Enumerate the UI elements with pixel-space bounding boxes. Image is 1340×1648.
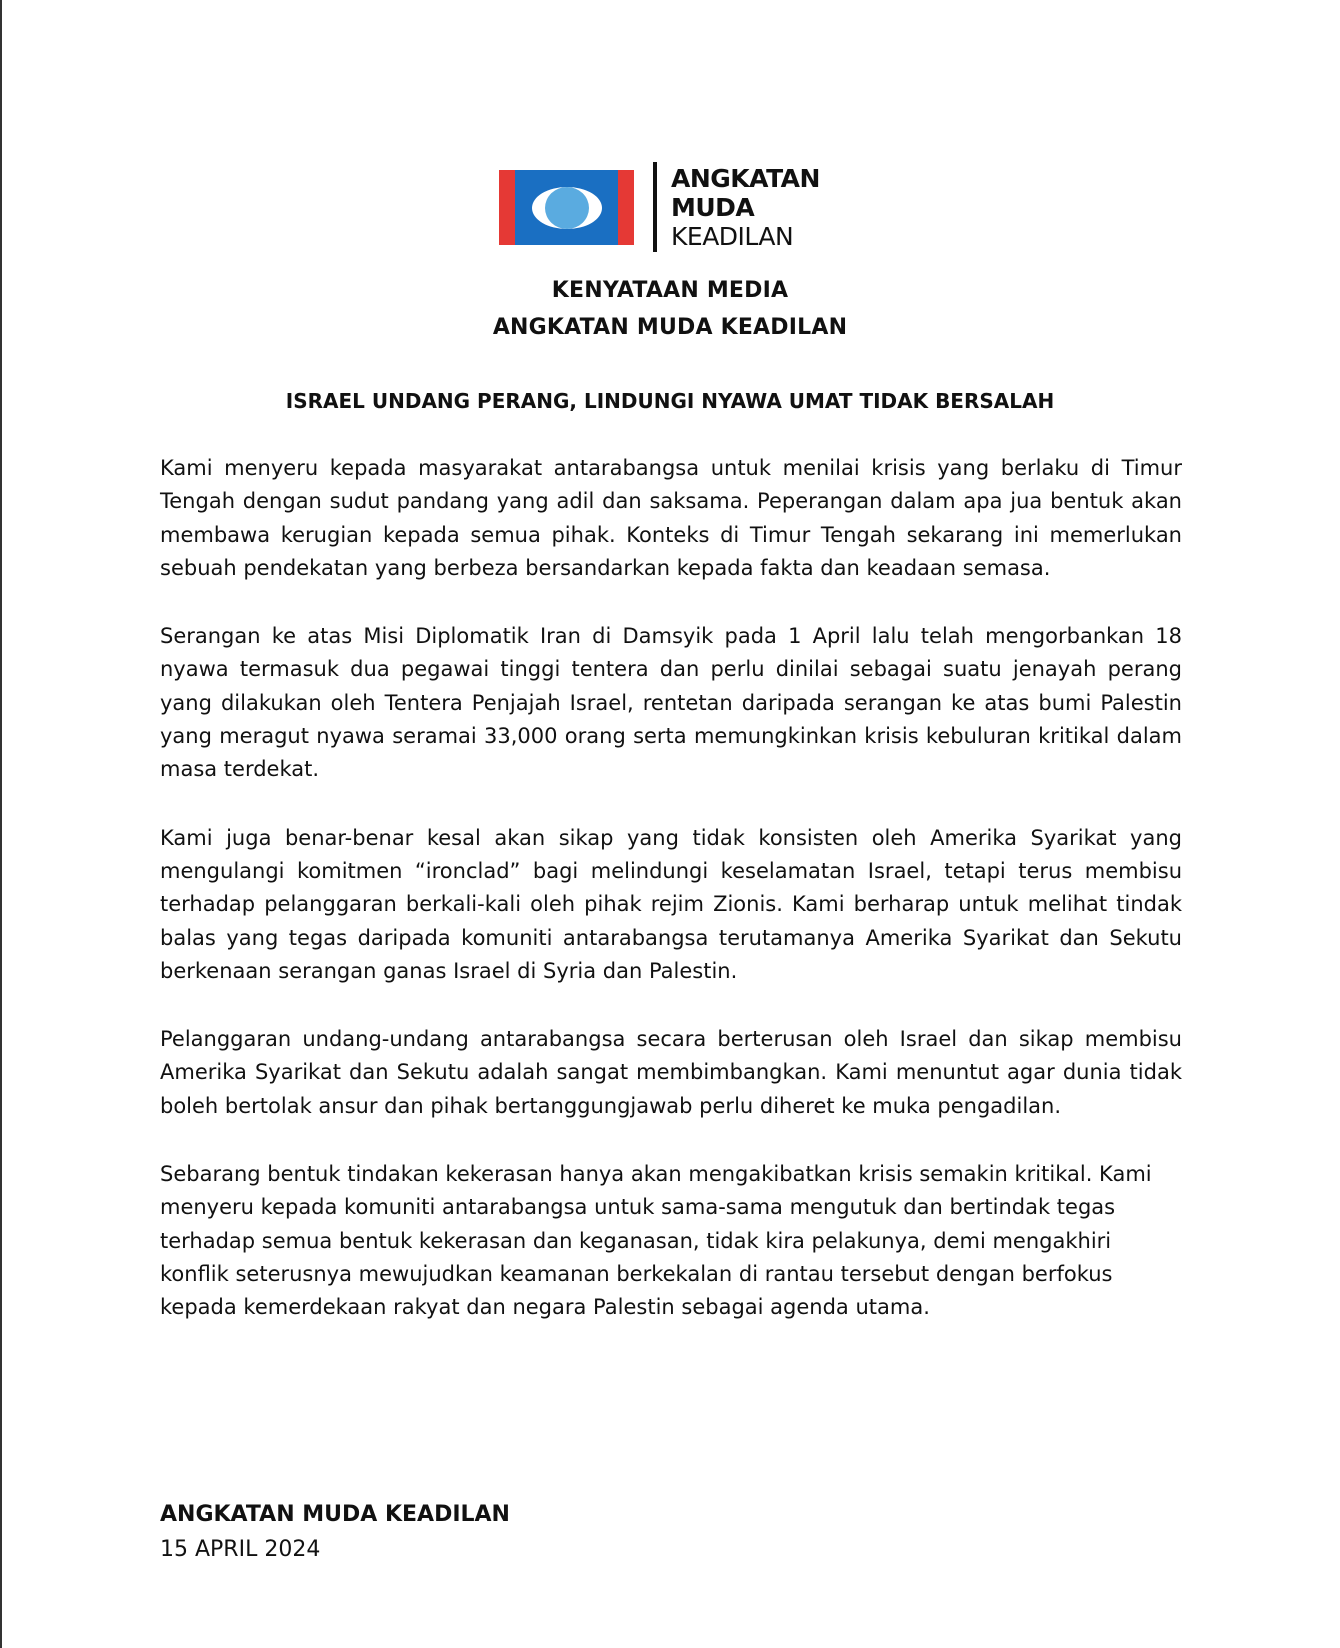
amk-logo xyxy=(499,162,820,254)
paragraph-3: Kami juga benar-benar kesal akan sikap yang tidak konsisten oleh Amerika Syarikat yang mengulangi komitmen “ironclad” bagi melindungi keselamatan Israel, tetapi terus membisu terhadap pelanggaran berkali-kali oleh pihak rejim Zionis. Kami berharap untuk melihat tindak balas yang tegas daripada komuniti antarabangsa terutamanya Amerika Syarikat dan Sekutu berkenaan serangan ganas Israel di Syria dan Palestin. xyxy=(160,825,1182,983)
page-edge-line xyxy=(0,0,2,1648)
logo-divider xyxy=(653,162,657,252)
paragraph-4: Pelanggaran undang-undang antarabangsa secara berterusan oleh Israel dan sikap membisu Amerika Syarikat dan Sekutu adalah sangat membimbangkan. Kami menuntut agar dunia tidak boleh bertolak ansur dan pihak bertanggungjawab perlu diheret ke muka pengadilan. xyxy=(160,1027,1182,1118)
statement-title: ISRAEL UNDANG PERANG, LINDUNGI NYAWA UMAT TIDAK BERSALAH xyxy=(285,389,1055,413)
flag-blue-field xyxy=(515,170,618,245)
header-organization: ANGKATAN MUDA KEADILAN xyxy=(492,315,848,340)
signature-date: 15 APRIL 2024 xyxy=(160,1537,321,1562)
eye-emblem-icon xyxy=(531,186,603,230)
paragraph-5: Sebarang bentuk tindakan kekerasan hanya akan mengakibatkan krisis semakin kritikal. Kami menyeru kepada komuniti antarabangsa untuk sama-sama mengutuk dan bertindak tegas terhadap semua bentuk kekerasan dan keganasan, tidak kira pelakunya, demi mengakhiri konflik seterusnya mewujudkan keamanan berkekalan di rantau tersebut dengan berfokus kepada kemerdekaan rakyat dan negara Palestin sebagai agenda utama. xyxy=(160,1162,1152,1320)
flag-red-stripe-right xyxy=(618,170,634,245)
header-kenyataan-media: KENYATAAN MEDIA xyxy=(551,278,789,303)
statement-body xyxy=(160,452,1182,1360)
flag-red-stripe-left xyxy=(499,170,515,245)
logo-line-keadilan: KEADILAN xyxy=(671,222,794,251)
paragraph-2: Serangan ke atas Misi Diplomatik Iran di Damsyik pada 1 April lalu telah mengorbankan 18 nyawa termasuk dua pegawai tinggi tentera dan perlu dinilai sebagai suatu jenayah perang yang dilakukan oleh Tentera Penjajah Israel, rentetan daripada serangan ke atas bumi Palestin yang meragut nyawa seramai 33,000 orang serta memungkinkan krisis kebuluran kritikal dalam masa terdekat. xyxy=(160,624,1182,782)
logo-line-angkatan: ANGKATAN xyxy=(671,164,820,193)
logo-wordmark xyxy=(671,164,820,251)
logo-line-muda: MUDA xyxy=(671,193,755,222)
paragraph-1: Kami menyeru kepada masyarakat antarabangsa untuk menilai krisis yang berlaku di Timur Tengah dengan sudut pandang yang adil dan saksama. Peperangan dalam apa jua bentuk akan membawa kerugian kepada semua pihak. Konteks di Timur Tengah sekarang ini memerlukan sebuah pendekatan yang berbeza bersandarkan kepada fakta dan keadaan semasa. xyxy=(160,456,1182,580)
signature-organization: ANGKATAN MUDA KEADILAN xyxy=(160,1502,510,1527)
pkr-flag-emblem xyxy=(499,170,634,245)
